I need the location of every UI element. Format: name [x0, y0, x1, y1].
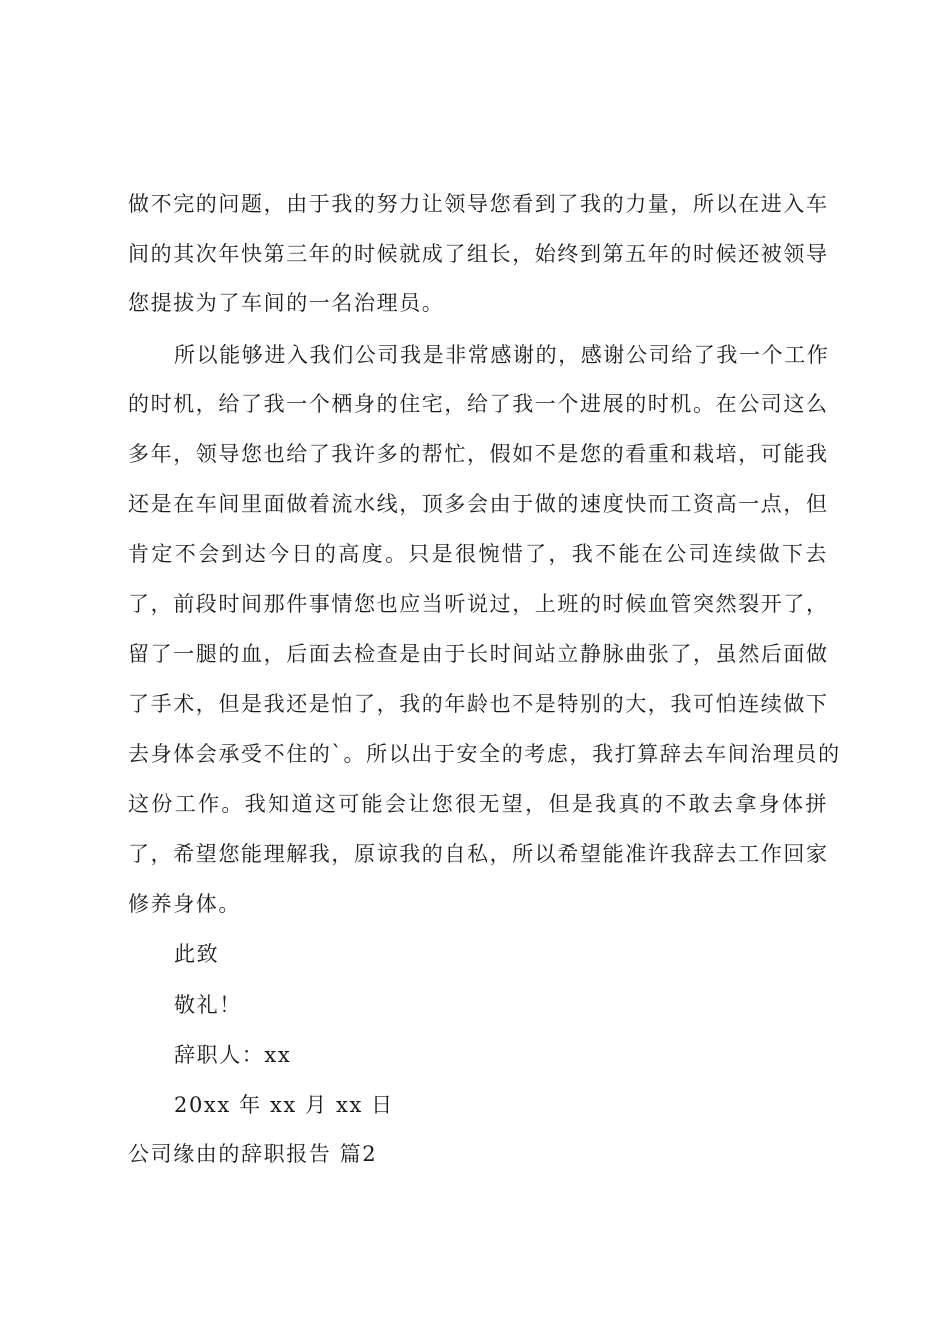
paragraph-2-line-4: 还是在车间里面做着流水线，顶多会由于做的速度快而工资高一点，但	[128, 492, 829, 516]
paragraph-2-line-9: 去身体会承受不住的`。所以出于安全的考虑，我打算辞去车间治理员的	[128, 742, 841, 766]
paragraph-1-line-3: 您提拔为了车间的一名治理员。	[128, 291, 445, 315]
paragraph-2-line-5: 肯定不会到达今日的高度。只是很惋惜了，我不能在公司连续做下去	[128, 542, 828, 566]
paragraph-2-line-3: 多年，领导您也给了我许多的帮忙，假如不是您的看重和栽培，可能我	[128, 442, 829, 466]
paragraph-2-line-11: 了，希望您能理解我，原谅我的自私，所以希望能准许我辞去工作回家	[128, 842, 829, 866]
paragraph-2-line-10: 这份工作。我知道这可能会让您很无望，但是我真的不敢去拿身体拼	[128, 792, 828, 816]
closing-date: 20xx 年 xx 月 xx 日	[174, 1093, 394, 1117]
section-heading: 公司缘由的辞职报告 篇2	[128, 1142, 378, 1166]
paragraph-2-line-6: 了，前段时间那件事情您也应当听说过，上班的时候血管突然裂开了，	[128, 592, 829, 616]
paragraph-2-line-8: 了手术，但是我还是怕了，我的年龄也不是特别的大，我可怕连续做下	[128, 692, 829, 716]
paragraph-2-line-12: 修养身体。	[128, 892, 241, 916]
paragraph-1-line-1: 做不完的问题，由于我的努力让领导您看到了我的力量，所以在进入车	[128, 192, 829, 216]
closing-signer: 辞职人：xx	[174, 1043, 292, 1067]
paragraph-1-line-2: 间的其次年快第三年的时候就成了组长，始终到第五年的时候还被领导	[128, 242, 829, 266]
closing-salutation: 此致	[174, 942, 220, 966]
closing-regards: 敬礼！	[174, 993, 242, 1017]
paragraph-2-line-7: 留了一腿的血，后面去检查是由于长时间站立静脉曲张了，虽然后面做	[128, 642, 829, 666]
paragraph-2-line-1: 所以能够进入我们公司我是非常感谢的，感谢公司给了我一个工作	[174, 343, 830, 367]
paragraph-2-line-2: 的时机，给了我一个栖身的住宅，给了我一个进展的时机。在公司这么	[128, 392, 829, 416]
